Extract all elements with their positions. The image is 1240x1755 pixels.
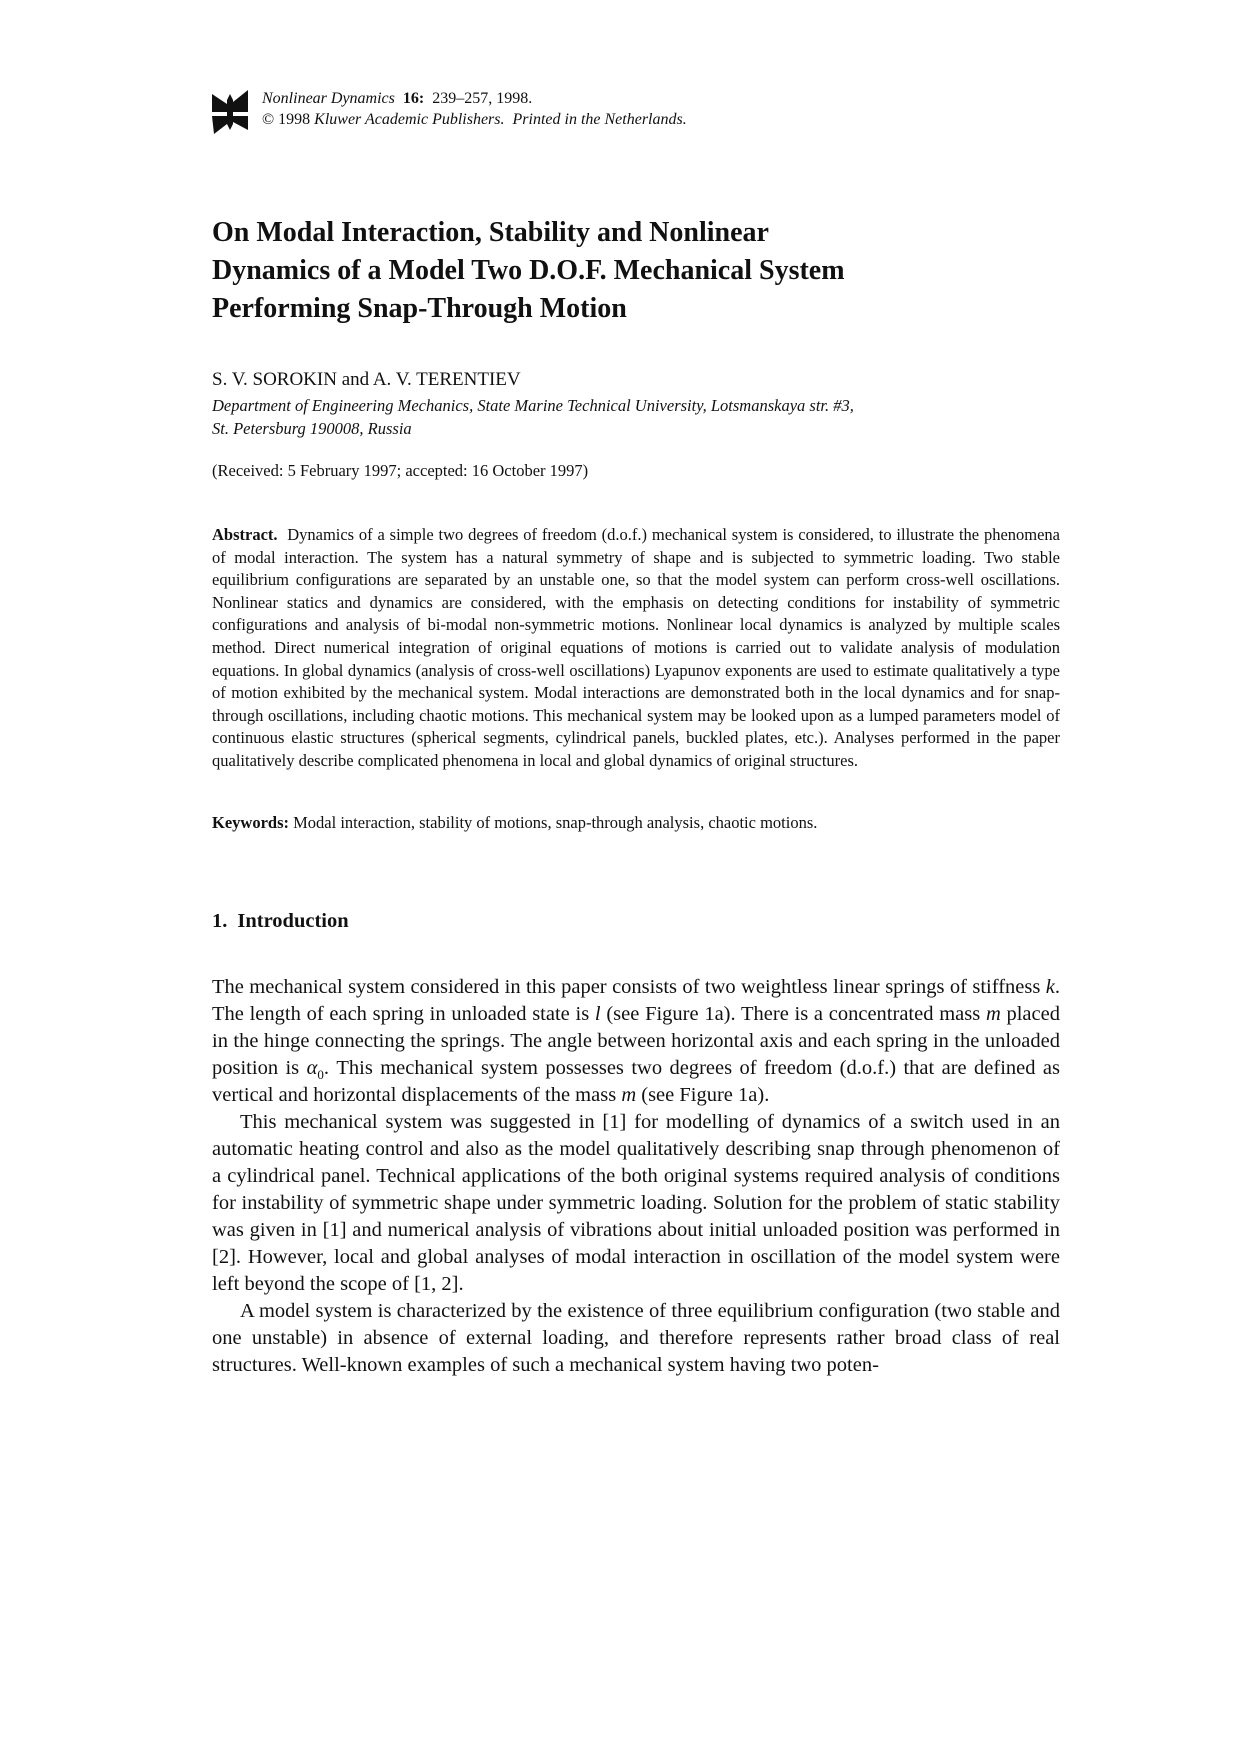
header-text <box>262 88 962 130</box>
copyright-year: 1998 <box>278 111 311 128</box>
text-run: placed in the hinge connecting the springs. The angle between horizontal axis and each spring in the unloaded position is <box>212 1003 1060 1079</box>
keywords-text: Modal interaction, stability of motions, snap-through analysis, chaotic motions. <box>293 813 818 832</box>
affiliation <box>212 394 854 440</box>
received-dates: (Received: 5 February 1997; accepted: 16 October 1997) <box>212 461 589 480</box>
symbol-k: k <box>1045 976 1055 998</box>
journal-volume: 16: <box>402 90 425 107</box>
abstract-label: Abstract. <box>212 525 278 544</box>
copyright-line <box>262 109 962 130</box>
text-run: (see Figure 1a). <box>636 1084 770 1106</box>
symbol-alpha-subscript: 0 <box>317 1067 324 1083</box>
abstract-text: Dynamics of a simple two degrees of freedom (d.o.f.) mechanical system is considered, to illustrate the phenomena of modal interaction. The system has a natural symmetry of shape and is subjected to symmetric loading. Two stable equilibrium configurations are separated by an unstable one, so that the model system can perform cross-well oscillations. Nonlinear statics and dynamics are considered, with the emphasis on detecting conditions for instability of symmetric configurations and analysis of bi-modal non-symmetric motions. Nonlinear local dynamics is analyzed by multiple scales method. Direct numerical integration of original equations of motions is carried out to validate analysis of modulation equations. In global dynamics (analysis of cross-well oscillations) Lyapunov exponents are used to estimate qualitatively a type of motion exhibited by the mechanical system. Modal interactions are demonstrated both in the local dynamics and for snap-through oscillations, including chaotic motions. This mechanical system may be looked upon as a lumped parameters model of continuous elastic structures (spherical segments, cylindrical panels, buckled plates, etc.). Analyses performed in the paper qualitatively describe complicated phenomena in local and global dynamics of original structures. <box>212 525 1061 770</box>
body-text <box>212 974 1060 1379</box>
copyright-symbol: © <box>262 111 275 128</box>
abstract <box>212 524 1060 773</box>
affiliation-line: Department of Engineering Mechanics, State Marine Technical University, Lotsmanskaya str. #3, <box>212 396 854 415</box>
affiliation-line: St. Petersburg 190008, Russia <box>212 419 412 438</box>
symbol-alpha: α <box>306 1057 318 1079</box>
text-run: The mechanical system considered in this paper consists of two weightless linear springs of stiffness <box>212 976 1046 998</box>
paragraph: A model system is characterized by the existence of three equilibrium configuration (two stable and one unstable) in absence of external loading, and therefore represents rather broad class of real structures. Well-known examples of such a mechanical system having two poten- <box>212 1300 1060 1376</box>
symbol-m: m <box>985 1003 1001 1025</box>
text-run: . This mechanical system possesses two degrees of freedom (d.o.f.) that are defined as vertical and horizontal displacements of the mass <box>212 1057 1060 1106</box>
journal-citation <box>262 88 962 109</box>
section-heading-introduction <box>212 908 349 934</box>
keywords <box>212 812 1060 834</box>
journal-pages: 239–257, 1998. <box>432 90 533 107</box>
title-line: Dynamics of a Model Two D.O.F. Mechanical System <box>212 255 845 286</box>
text-run: (see Figure 1a). There is a concentrated mass <box>600 1003 986 1025</box>
text-run: . The length of each spring in unloaded state is <box>212 976 1060 1025</box>
section-title: Introduction <box>237 910 349 932</box>
keywords-label: Keywords: <box>212 813 289 832</box>
title-line: Performing Snap-Through Motion <box>212 293 627 324</box>
symbol-m: m <box>621 1084 637 1106</box>
paper-title <box>212 214 1012 328</box>
author-list: S. V. SOROKIN and A. V. TERENTIEV <box>212 369 521 390</box>
section-number: 1. <box>212 910 228 932</box>
title-line: On Modal Interaction, Stability and Nonlinear <box>212 217 769 248</box>
symbol-l: l <box>594 1003 601 1025</box>
journal-name: Nonlinear Dynamics <box>262 90 395 107</box>
paragraph <box>212 974 1060 1109</box>
paragraph: This mechanical system was suggested in [1] for modelling of dynamics of a switch used in an automatic heating control and also as the model qualitatively describing snap through phenomenon of a cylindrical panel. Technical applications of the both original systems required analysis of conditions for instability of symmetric shape under symmetric loading. Solution for the problem of static stability was given in [1] and numerical analysis of vibrations about initial unloaded position was performed in [2]. However, local and global analyses of modal interaction in oscillation of the model system were left beyond the scope of [1, 2]. <box>212 1111 1060 1295</box>
kluwer-logo-icon <box>212 90 248 134</box>
publisher-name: Kluwer Academic Publishers. <box>314 111 505 128</box>
printed-location: Printed in the Netherlands. <box>512 111 687 128</box>
